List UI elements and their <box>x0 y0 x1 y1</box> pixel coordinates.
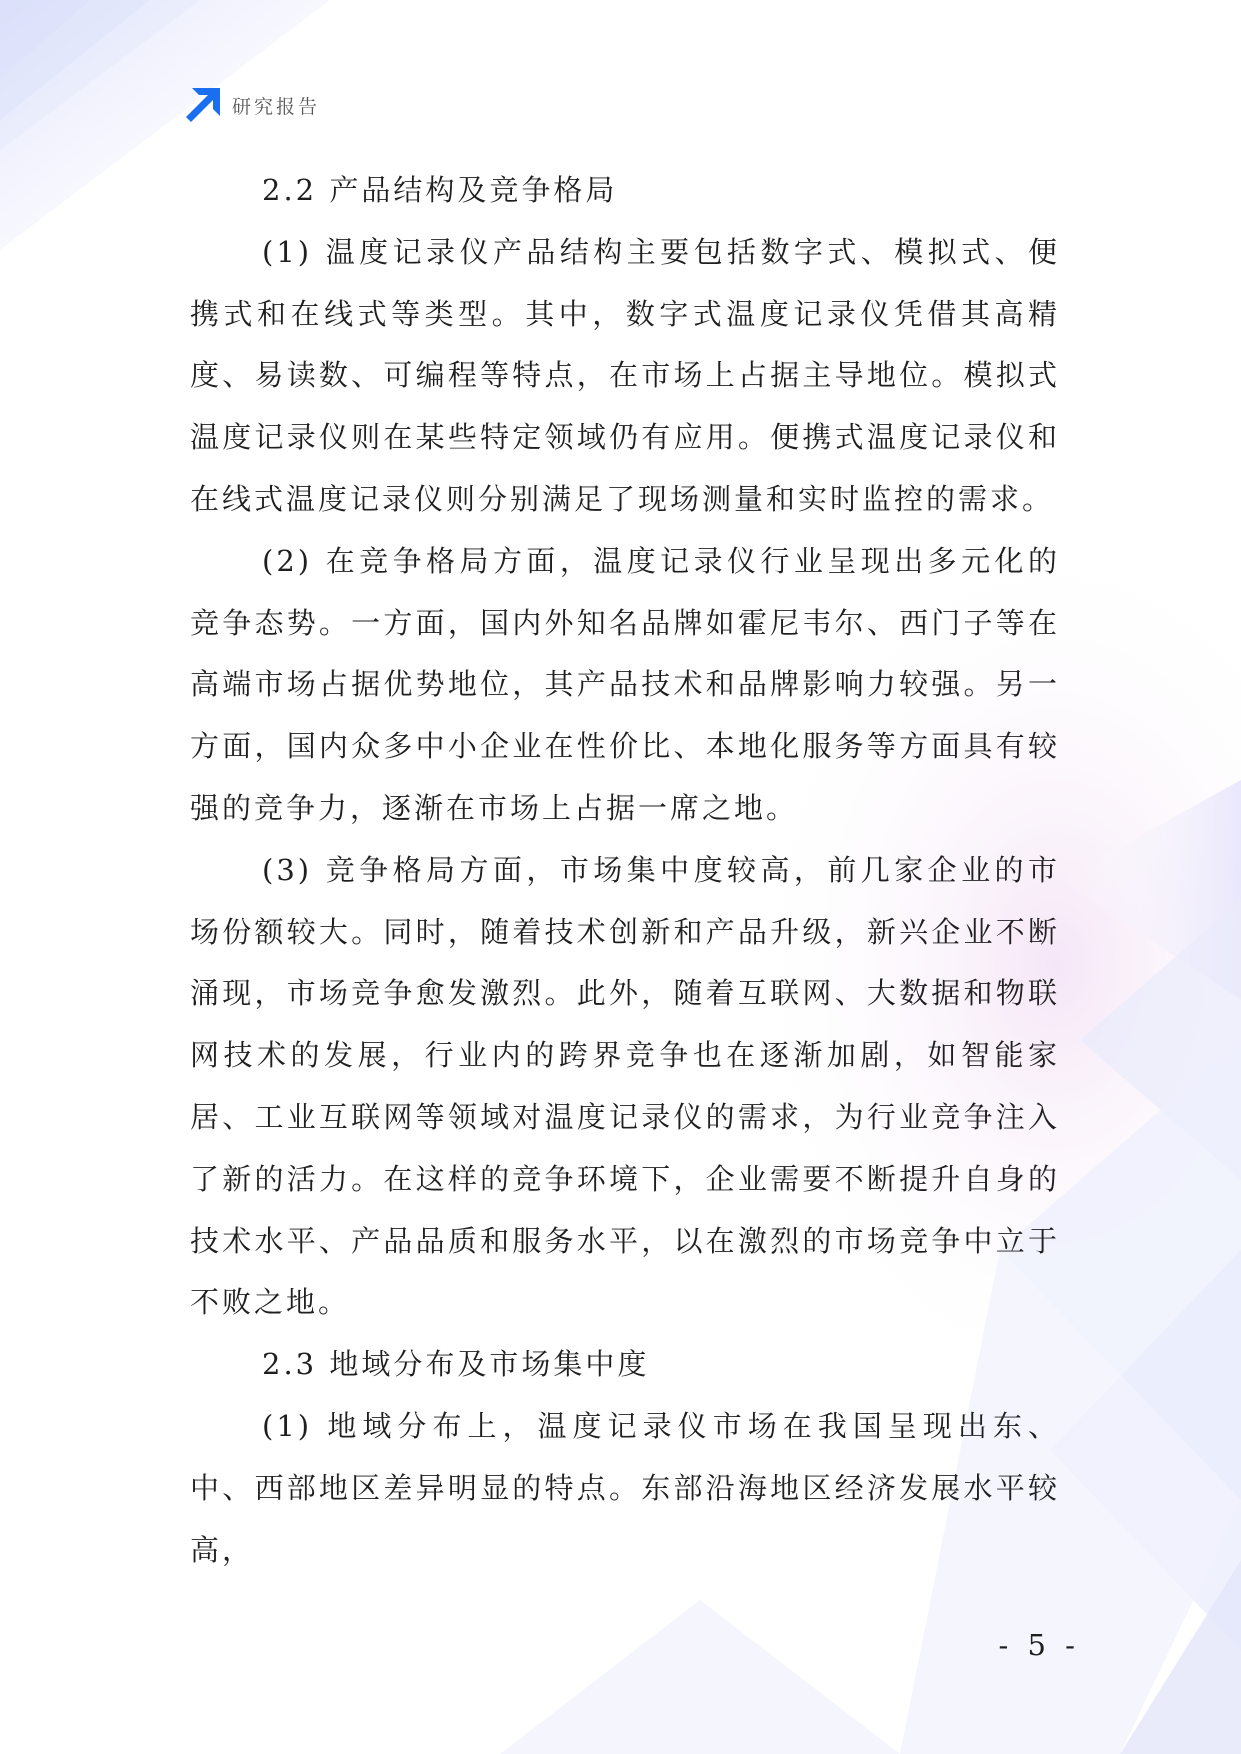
paragraph: (1) 地域分布上，温度记录仪市场在我国呈现出东、中、西部地区差异明显的特点。东部沿海地区经济发展水平较高， <box>190 1408 1060 1567</box>
section-heading: 2.3 地域分布及市场集中度 <box>262 1347 650 1382</box>
report-header <box>186 88 320 122</box>
paragraph: (1) 温度记录仪产品结构主要包括数字式、模拟式、便携式和在线式等类型。其中，数字式温度记录仪凭借其高精度、易读数、可编程等特点，在市场上占据主导地位。模拟式温度记录仪则在某些特定领域仍有应用。便携式温度记录仪和在线式温度记录仪则分别满足了现场测量和实时监控的需求。 <box>190 234 1060 516</box>
paragraph: (3) 竞争格局方面，市场集中度较高，前几家企业的市场份额较大。同时，随着技术创新和产品升级，新兴企业不断涌现，市场竞争愈发激烈。此外，随着互联网、大数据和物联网技术的发展，行业内的跨界竞争也在逐渐加剧，如智能家居、工业互联网等领域对温度记录仪的需求，为行业竞争注入了新的活力。在这样的竞争环境下，企业需要不断提升自身的技术水平、产品品质和服务水平，以在激烈的市场竞争中立于不败之地。 <box>190 852 1060 1320</box>
document-body <box>190 160 1060 1581</box>
header-title: 研究报告 <box>232 95 321 118</box>
section-heading: 2.2 产品结构及竞争格局 <box>262 173 618 207</box>
paragraph: (2) 在竞争格局方面，温度记录仪行业呈现出多元化的竞争态势。一方面，国内外知名品牌如霍尼韦尔、西门子等在高端市场占据优势地位，其产品技术和品牌影响力较强。另一方面，国内众多中小企业在性价比、本地化服务等方面具有较强的竞争力，逐渐在市场上占据一席之地。 <box>190 543 1060 825</box>
arrow-up-right-icon <box>186 88 220 122</box>
page-number: - 5 - <box>998 1628 1080 1662</box>
